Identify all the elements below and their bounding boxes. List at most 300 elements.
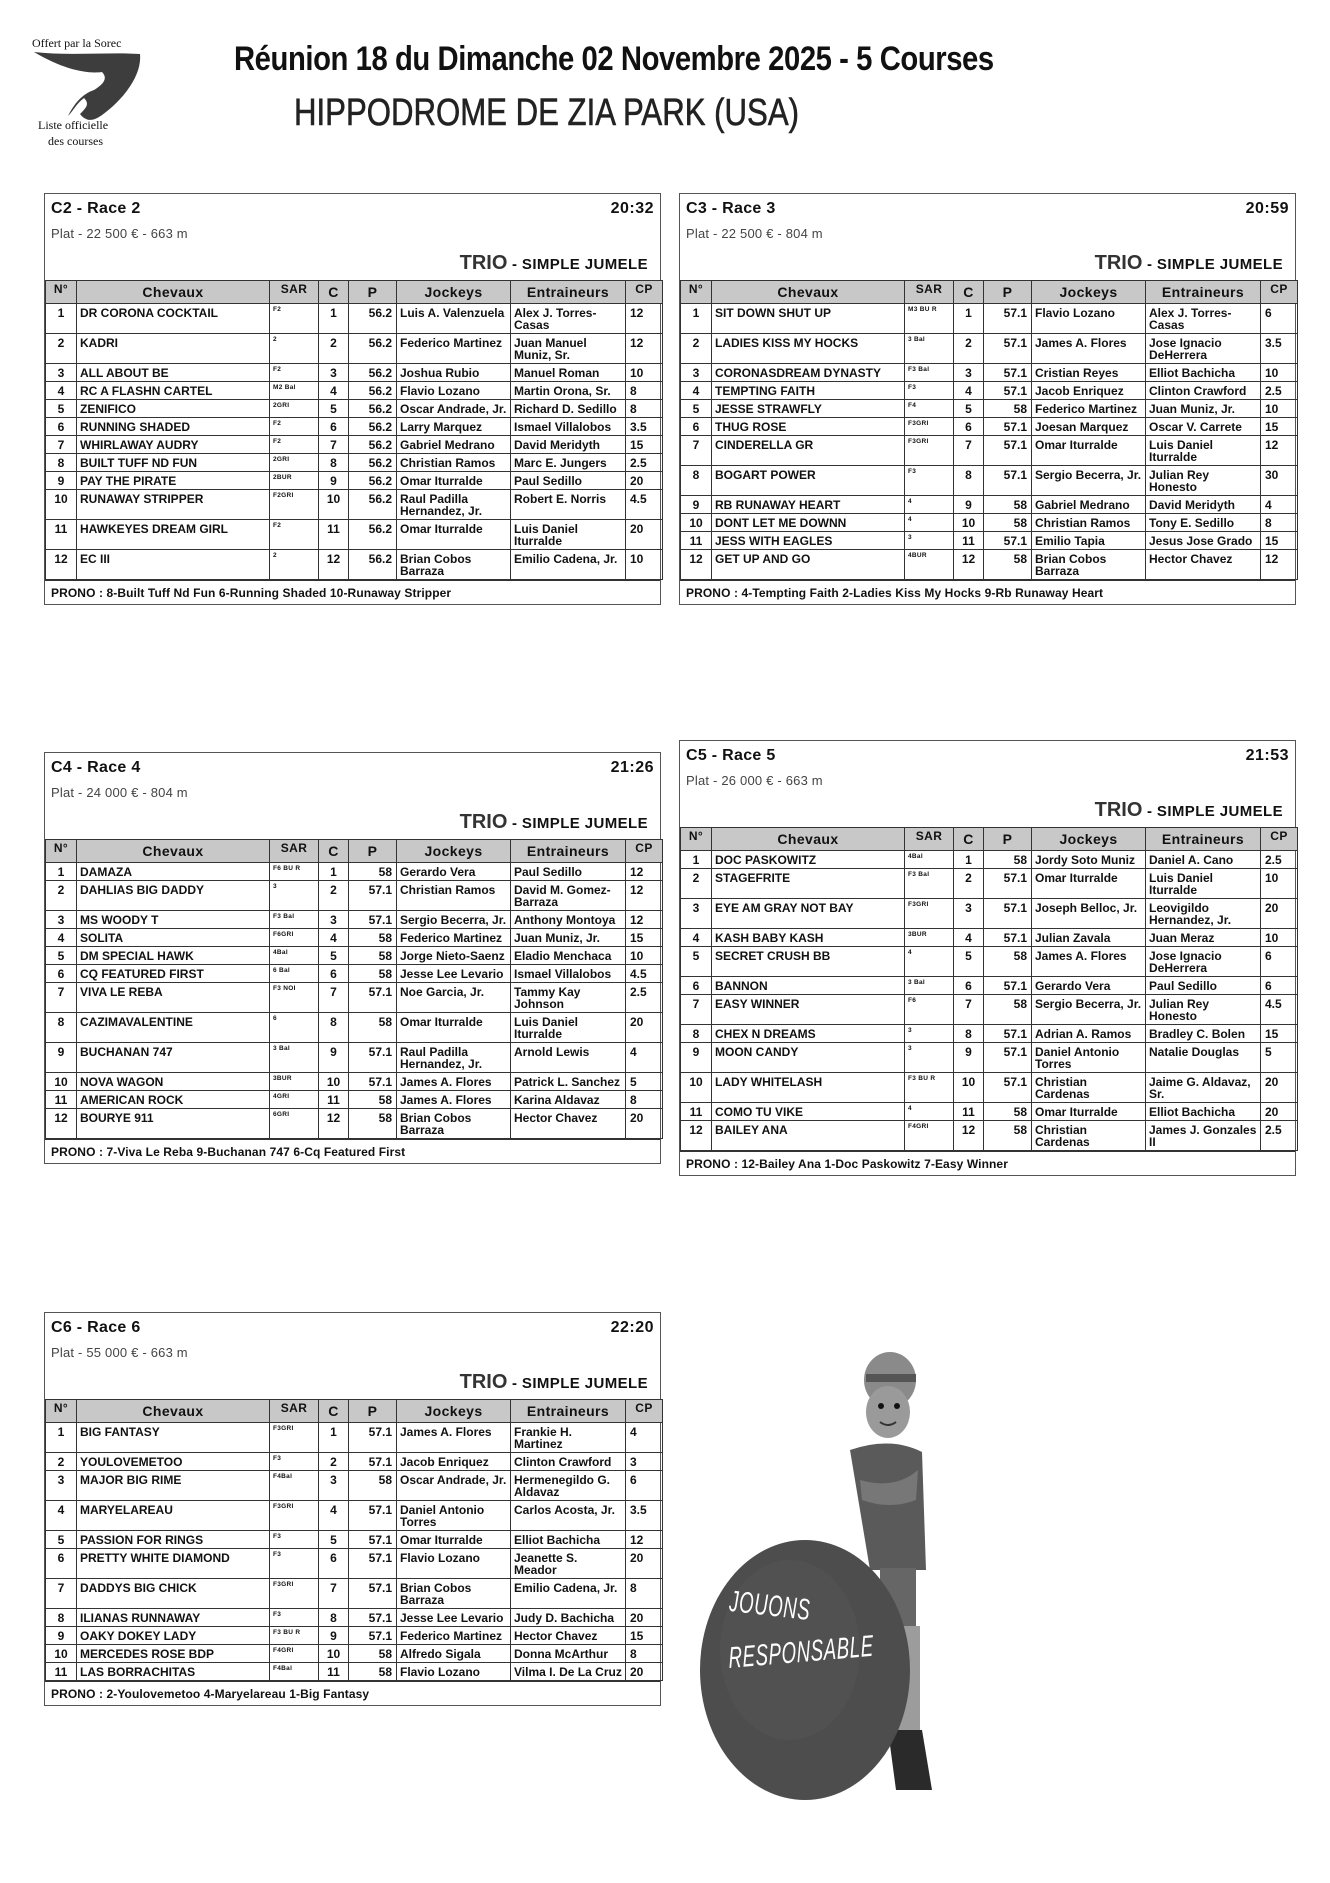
runner-number: 5	[46, 1531, 77, 1549]
odds-cp: 15	[1261, 1025, 1298, 1043]
odds-cp: 6	[1261, 977, 1298, 995]
odds-cp: 15	[626, 436, 663, 454]
col-header-p: P	[984, 828, 1032, 851]
stall-number: 9	[319, 472, 349, 490]
col-header-p: P	[349, 1400, 397, 1423]
col-header-num: N°	[681, 281, 712, 304]
runner-number: 5	[46, 400, 77, 418]
weight: 57.1	[984, 1043, 1032, 1073]
runner-number: 6	[46, 1549, 77, 1579]
odds-cp: 20	[1261, 1103, 1298, 1121]
odds-cp: 10	[626, 947, 663, 965]
runner-number: 9	[46, 1627, 77, 1645]
sar-code: 3	[905, 532, 954, 550]
table-row	[681, 899, 1298, 929]
jockey-name: Julian Zavala	[1032, 929, 1146, 947]
table-row	[46, 863, 663, 881]
runner-number: 5	[681, 947, 712, 977]
bet-types	[460, 1371, 648, 1394]
stall-number: 10	[319, 1645, 349, 1663]
weight: 58	[349, 1013, 397, 1043]
jockey-name: James A. Flores	[397, 1073, 511, 1091]
weight: 57.1	[984, 977, 1032, 995]
stall-number: 2	[319, 1453, 349, 1471]
sar-code: F3GRI	[270, 1501, 319, 1531]
table-row	[681, 466, 1298, 496]
prono: PRONO : 7-Viva Le Reba 9-Buchanan 747 6-Cq Featured First	[45, 1139, 660, 1163]
table-row	[681, 1043, 1298, 1073]
responsible-gaming-mascot	[700, 1340, 1000, 1810]
horse-name: JESSE STRAWFLY	[712, 400, 905, 418]
odds-cp: 30	[1261, 466, 1298, 496]
race-header	[680, 194, 1295, 280]
horse-name: CORONASDREAM DYNASTY	[712, 364, 905, 382]
trainer-name: Vilma I. De La Cruz	[511, 1663, 626, 1681]
odds-cp: 3.5	[1261, 334, 1298, 364]
col-header-p: P	[349, 840, 397, 863]
runner-number: 3	[46, 911, 77, 929]
weight: 57.1	[984, 382, 1032, 400]
sar-code: 3BUR	[270, 1073, 319, 1091]
table-row	[46, 1579, 663, 1609]
trainer-name: Robert E. Norris	[511, 490, 626, 520]
sar-code: F3 BU R	[270, 1627, 319, 1645]
stall-number: 11	[319, 520, 349, 550]
weight: 58	[349, 965, 397, 983]
table-row	[681, 382, 1298, 400]
runner-number: 4	[46, 1501, 77, 1531]
weight: 57.1	[984, 532, 1032, 550]
trainer-name: Juan Muniz, Jr.	[1146, 400, 1261, 418]
horse-name: DADDYS BIG CHICK	[77, 1579, 270, 1609]
sar-code: 3 Bal	[905, 334, 954, 364]
horse-name: ALL ABOUT BE	[77, 364, 270, 382]
weight: 57.1	[349, 983, 397, 1013]
stall-number: 9	[319, 1043, 349, 1073]
weight: 57.1	[349, 1073, 397, 1091]
trainer-name: Leovigildo Hernandez, Jr.	[1146, 899, 1261, 929]
runner-number: 8	[681, 1025, 712, 1043]
runners-table	[680, 827, 1298, 1151]
weight: 57.1	[349, 911, 397, 929]
horse-name: EYE AM GRAY NOT BAY	[712, 899, 905, 929]
trainer-name: Jeanette S. Meador	[511, 1549, 626, 1579]
weight: 58	[984, 496, 1032, 514]
runner-number: 3	[681, 364, 712, 382]
runner-number: 6	[46, 418, 77, 436]
runners-table	[45, 1399, 663, 1681]
weight: 56.2	[349, 436, 397, 454]
odds-cp: 2.5	[1261, 382, 1298, 400]
stall-number: 2	[319, 881, 349, 911]
race-card-6	[44, 1312, 661, 1706]
col-header-horses: Chevaux	[77, 1400, 270, 1423]
stall-number: 9	[954, 496, 984, 514]
race-header	[680, 741, 1295, 827]
horse-name: LADIES KISS MY HOCKS	[712, 334, 905, 364]
table-row	[681, 364, 1298, 382]
sar-code: F3	[905, 382, 954, 400]
runner-number: 2	[681, 334, 712, 364]
sar-code: F3 BU R	[905, 1073, 954, 1103]
weight: 56.2	[349, 400, 397, 418]
runner-number: 2	[46, 881, 77, 911]
jockey-name: Luis A. Valenzuela	[397, 304, 511, 334]
jockey-name: James A. Flores	[1032, 947, 1146, 977]
jockey-name: Daniel Antonio Torres	[1032, 1043, 1146, 1073]
trainer-name: Natalie Douglas	[1146, 1043, 1261, 1073]
sar-code: F3	[270, 1549, 319, 1579]
jockey-name: Joshua Rubio	[397, 364, 511, 382]
trainer-name: Donna McArthur	[511, 1645, 626, 1663]
odds-cp: 12	[1261, 550, 1298, 580]
horse-name: EASY WINNER	[712, 995, 905, 1025]
runner-number: 1	[46, 304, 77, 334]
col-header-trainers: Entraineurs	[511, 281, 626, 304]
trainer-name: Luis Daniel Iturralde	[1146, 436, 1261, 466]
odds-cp: 3	[626, 1453, 663, 1471]
odds-cp: 6	[626, 1471, 663, 1501]
table-row	[681, 995, 1298, 1025]
table-row	[681, 851, 1298, 869]
jockey-name: Gerardo Vera	[1032, 977, 1146, 995]
odds-cp: 20	[626, 1549, 663, 1579]
race-time: 20:32	[610, 200, 654, 217]
horse-name: STAGEFRITE	[712, 869, 905, 899]
odds-cp: 3.5	[626, 418, 663, 436]
jockey-name: Brian Cobos Barraza	[397, 1579, 511, 1609]
sar-code: F4GRI	[270, 1645, 319, 1663]
page-subtitle: HIPPODROME DE ZIA PARK (USA)	[294, 92, 799, 134]
stall-number: 6	[319, 965, 349, 983]
prono: PRONO : 2-Youlovemetoo 4-Maryelareau 1-Big Fantasy	[45, 1681, 660, 1705]
stall-number: 9	[319, 1627, 349, 1645]
table-row	[46, 550, 663, 580]
horse-name: RUNAWAY STRIPPER	[77, 490, 270, 520]
weight: 58	[349, 1109, 397, 1139]
weight: 57.1	[349, 1627, 397, 1645]
runner-number: 1	[46, 863, 77, 881]
horse-name: MARYELAREAU	[77, 1501, 270, 1531]
sar-code: F3 Bal	[270, 911, 319, 929]
horse-name: LAS BORRACHITAS	[77, 1663, 270, 1681]
runner-number: 12	[681, 1121, 712, 1151]
trainer-name: Frankie H. Martinez	[511, 1423, 626, 1453]
jockey-name: James A. Flores	[397, 1423, 511, 1453]
runner-number: 7	[46, 436, 77, 454]
stall-number: 12	[319, 1109, 349, 1139]
stall-number: 4	[954, 382, 984, 400]
jockey-name: Adrian A. Ramos	[1032, 1025, 1146, 1043]
jockey-name: Larry Marquez	[397, 418, 511, 436]
stall-number: 3	[954, 899, 984, 929]
trainer-name: Juan Manuel Muniz, Sr.	[511, 334, 626, 364]
table-row	[681, 496, 1298, 514]
horse-name: MERCEDES ROSE BDP	[77, 1645, 270, 1663]
runner-number: 10	[46, 1645, 77, 1663]
sar-code: 3	[905, 1025, 954, 1043]
horse-name: DONT LET ME DOWNN	[712, 514, 905, 532]
weight: 57.1	[984, 436, 1032, 466]
sar-code: F3GRI	[905, 436, 954, 466]
table-row	[46, 520, 663, 550]
jockey-name: Jordy Soto Muniz	[1032, 851, 1146, 869]
jockey-name: Gerardo Vera	[397, 863, 511, 881]
bet-trio-label: TRIO	[459, 1371, 508, 1393]
odds-cp: 10	[626, 550, 663, 580]
odds-cp: 20	[1261, 1073, 1298, 1103]
race-card-3	[679, 193, 1296, 605]
jockey-name: Omar Iturralde	[1032, 869, 1146, 899]
table-row	[681, 532, 1298, 550]
sar-code: F4GRI	[905, 1121, 954, 1151]
odds-cp: 15	[1261, 418, 1298, 436]
odds-cp: 12	[626, 304, 663, 334]
col-header-c: C	[954, 281, 984, 304]
race-info: Plat - 24 000 € - 804 m	[51, 785, 188, 800]
trainer-name: Hector Chavez	[511, 1627, 626, 1645]
sar-code: 2GRI	[270, 454, 319, 472]
weight: 56.2	[349, 382, 397, 400]
table-row	[46, 382, 663, 400]
odds-cp: 6	[1261, 947, 1298, 977]
mascot-text-line1: JOUONS	[728, 1585, 812, 1628]
runner-number: 11	[681, 532, 712, 550]
trainer-name: Karina Aldavaz	[511, 1091, 626, 1109]
weight: 57.1	[349, 881, 397, 911]
table-row	[46, 454, 663, 472]
runner-number: 10	[46, 490, 77, 520]
col-header-sar: SAR	[270, 1400, 319, 1423]
jockey-name: Federico Martinez	[397, 1627, 511, 1645]
runner-number: 11	[46, 1663, 77, 1681]
sar-code: 2	[270, 334, 319, 364]
horse-name: BUILT TUFF ND FUN	[77, 454, 270, 472]
runner-number: 9	[46, 472, 77, 490]
weight: 57.1	[349, 1453, 397, 1471]
weight: 57.1	[984, 334, 1032, 364]
trainer-name: Luis Daniel Iturralde	[511, 520, 626, 550]
horse-name: DAMAZA	[77, 863, 270, 881]
stall-number: 10	[954, 514, 984, 532]
runner-number: 3	[46, 1471, 77, 1501]
jockey-name: Cristian Reyes	[1032, 364, 1146, 382]
table-row	[46, 472, 663, 490]
col-header-num: N°	[681, 828, 712, 851]
trainer-name: Oscar V. Carrete	[1146, 418, 1261, 436]
table-row	[46, 364, 663, 382]
jockey-name: Flavio Lozano	[397, 1663, 511, 1681]
stall-number: 3	[954, 364, 984, 382]
stall-number: 11	[319, 1663, 349, 1681]
table-row	[681, 977, 1298, 995]
stall-number: 8	[954, 466, 984, 496]
horse-name: COMO TU VIKE	[712, 1103, 905, 1121]
stall-number: 9	[954, 1043, 984, 1073]
horse-name: ZENIFICO	[77, 400, 270, 418]
stall-number: 2	[954, 869, 984, 899]
trainer-name: Alex J. Torres-Casas	[511, 304, 626, 334]
runner-number: 6	[681, 977, 712, 995]
horse-name: GET UP AND GO	[712, 550, 905, 580]
stall-number: 12	[954, 1121, 984, 1151]
jockey-name: Jorge Nieto-Saenz	[397, 947, 511, 965]
horse-name: PAY THE PIRATE	[77, 472, 270, 490]
table-row	[46, 983, 663, 1013]
stall-number: 10	[319, 1073, 349, 1091]
stall-number: 10	[319, 490, 349, 520]
trainer-name: Jesus Jose Grado	[1146, 532, 1261, 550]
horse-name: SIT DOWN SHUT UP	[712, 304, 905, 334]
horse-name: KADRI	[77, 334, 270, 364]
trainer-name: Carlos Acosta, Jr.	[511, 1501, 626, 1531]
jockey-name: Christian Ramos	[397, 881, 511, 911]
odds-cp: 8	[1261, 514, 1298, 532]
horse-name: LADY WHITELASH	[712, 1073, 905, 1103]
sar-code: 3	[905, 1043, 954, 1073]
weight: 56.2	[349, 472, 397, 490]
runner-number: 2	[46, 334, 77, 364]
stall-number: 7	[319, 983, 349, 1013]
trainer-name: Luis Daniel Iturralde	[511, 1013, 626, 1043]
table-row	[46, 1013, 663, 1043]
trainer-name: Luis Daniel Iturralde	[1146, 869, 1261, 899]
runner-number: 8	[46, 454, 77, 472]
stall-number: 5	[319, 947, 349, 965]
weight: 58	[984, 851, 1032, 869]
odds-cp: 10	[1261, 364, 1298, 382]
trainer-name: Elliot Bachicha	[1146, 364, 1261, 382]
sar-code: F3 Bal	[905, 364, 954, 382]
bet-types	[460, 252, 648, 275]
odds-cp: 20	[1261, 899, 1298, 929]
weight: 57.1	[349, 1579, 397, 1609]
horse-name: DOC PASKOWITZ	[712, 851, 905, 869]
stall-number: 4	[954, 929, 984, 947]
horse-name: MS WOODY T	[77, 911, 270, 929]
weight: 58	[349, 1645, 397, 1663]
weight: 58	[984, 1121, 1032, 1151]
race-time: 21:26	[610, 759, 654, 776]
weight: 58	[349, 1663, 397, 1681]
race-time: 22:20	[610, 1319, 654, 1336]
sar-code: F3	[270, 1609, 319, 1627]
weight: 56.2	[349, 550, 397, 580]
weight: 57.1	[984, 929, 1032, 947]
sar-code: F3	[270, 1531, 319, 1549]
weight: 57.1	[349, 1549, 397, 1579]
sar-code: 2	[270, 550, 319, 580]
race-info: Plat - 26 000 € - 663 m	[686, 773, 823, 788]
table-header-row	[681, 281, 1298, 304]
horse-name: PRETTY WHITE DIAMOND	[77, 1549, 270, 1579]
trainer-name: Manuel Roman	[511, 364, 626, 382]
bet-types	[1095, 799, 1283, 822]
horse-name: PASSION FOR RINGS	[77, 1531, 270, 1549]
horse-name: CHEX N DREAMS	[712, 1025, 905, 1043]
bet-other-label: - SIMPLE JUMELE	[507, 256, 648, 273]
horse-name: MAJOR BIG RIME	[77, 1471, 270, 1501]
col-header-sar: SAR	[270, 840, 319, 863]
runner-number: 7	[46, 1579, 77, 1609]
race-name: C3 - Race 3	[686, 200, 776, 217]
horse-name: DM SPECIAL HAWK	[77, 947, 270, 965]
odds-cp: 12	[626, 881, 663, 911]
logo-bottom-line1: Liste officielle	[38, 118, 109, 132]
horse-name: KASH BABY KASH	[712, 929, 905, 947]
runners-table	[45, 839, 663, 1139]
odds-cp: 4	[626, 1423, 663, 1453]
jockey-name: Federico Martinez	[1032, 400, 1146, 418]
jockey-name: Brian Cobos Barraza	[397, 550, 511, 580]
odds-cp: 8	[626, 1645, 663, 1663]
jockey-name: Omar Iturralde	[397, 1531, 511, 1549]
runner-number: 9	[46, 1043, 77, 1073]
table-row	[681, 1103, 1298, 1121]
jockey-name: Gabriel Medrano	[1032, 496, 1146, 514]
weight: 57.1	[984, 418, 1032, 436]
weight: 58	[349, 929, 397, 947]
odds-cp: 3.5	[626, 1501, 663, 1531]
sar-code: F3	[270, 1453, 319, 1471]
table-row	[46, 881, 663, 911]
horse-name: AMERICAN ROCK	[77, 1091, 270, 1109]
sar-code: F3GRI	[905, 418, 954, 436]
trainer-name: James J. Gonzales II	[1146, 1121, 1261, 1151]
table-row	[46, 965, 663, 983]
table-row	[681, 514, 1298, 532]
table-row	[681, 334, 1298, 364]
weight: 57.1	[984, 304, 1032, 334]
sar-code: F6 BU R	[270, 863, 319, 881]
mascot-text-line2: RESPONSABLE	[728, 1629, 875, 1675]
jockey-name: Sergio Becerra, Jr.	[397, 911, 511, 929]
weight: 58	[984, 400, 1032, 418]
stall-number: 7	[954, 436, 984, 466]
col-header-cp: CP	[626, 840, 663, 863]
bet-types	[1095, 252, 1283, 275]
table-row	[681, 400, 1298, 418]
race-info: Plat - 22 500 € - 663 m	[51, 226, 188, 241]
jockey-name: Gabriel Medrano	[397, 436, 511, 454]
stall-number: 8	[319, 1013, 349, 1043]
weight: 58	[984, 1103, 1032, 1121]
trainer-name: Clinton Crawford	[1146, 382, 1261, 400]
trainer-name: Elliot Bachicha	[511, 1531, 626, 1549]
jockey-name: Joesan Marquez	[1032, 418, 1146, 436]
trainer-name: Alex J. Torres-Casas	[1146, 304, 1261, 334]
col-header-cp: CP	[626, 281, 663, 304]
sar-code: M2 Bal	[270, 382, 319, 400]
col-header-c: C	[954, 828, 984, 851]
weight: 58	[349, 1091, 397, 1109]
sar-code: F4	[905, 400, 954, 418]
sar-code: M3 BU R	[905, 304, 954, 334]
sar-code: F2	[270, 418, 319, 436]
odds-cp: 12	[626, 911, 663, 929]
race-name: C2 - Race 2	[51, 200, 141, 217]
table-row	[46, 1471, 663, 1501]
sar-code: 2BUR	[270, 472, 319, 490]
jockey-name: Emilio Tapia	[1032, 532, 1146, 550]
stall-number: 1	[319, 304, 349, 334]
trainer-name: Jaime G. Aldavaz, Sr.	[1146, 1073, 1261, 1103]
jockey-name: Raul Padilla Hernandez, Jr.	[397, 1043, 511, 1073]
table-row	[681, 304, 1298, 334]
sar-code: 6 Bal	[270, 965, 319, 983]
stall-number: 6	[319, 418, 349, 436]
runner-number: 12	[46, 550, 77, 580]
